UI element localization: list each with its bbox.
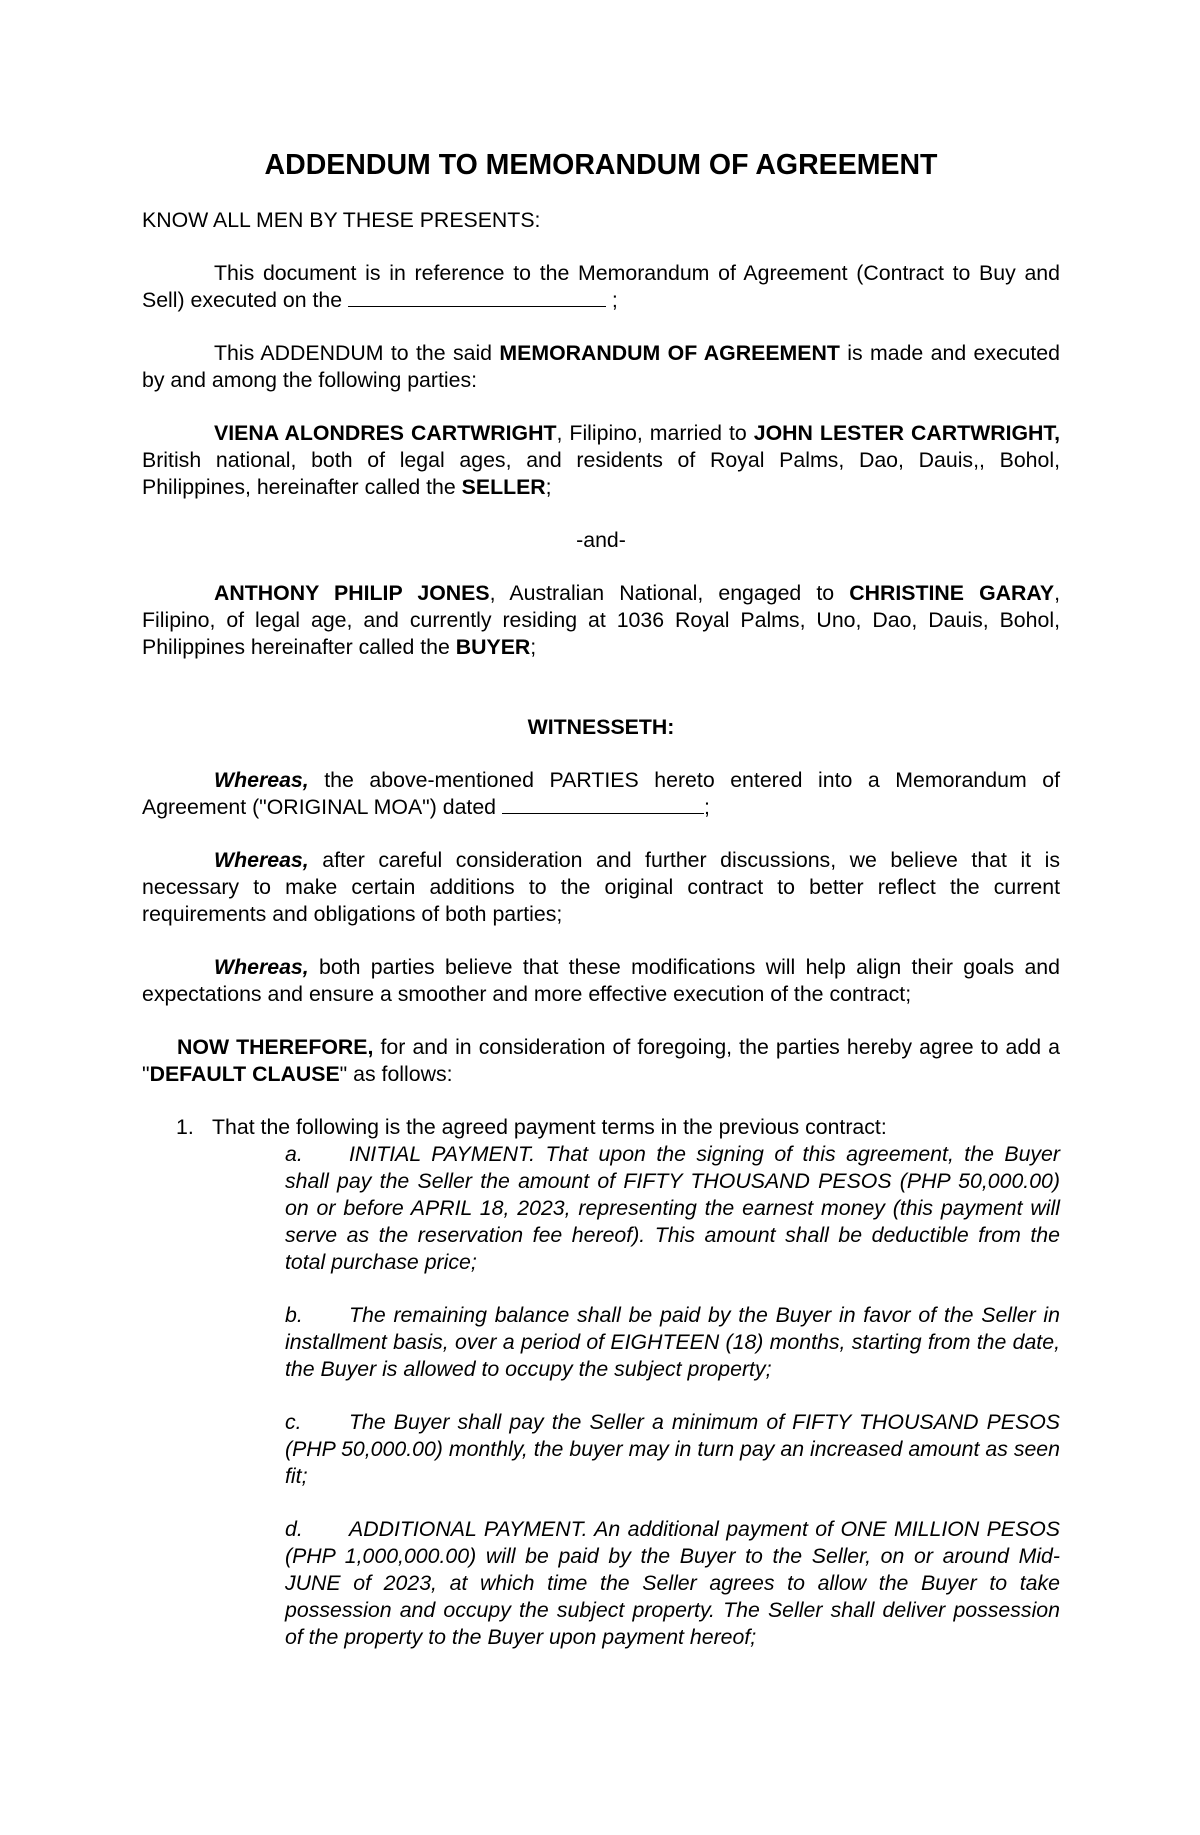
sub-item-text: The remaining balance shall be paid by the Buyer in favor of the Seller in installment basis, over a period of EIGHTEEN (18) months, starting from the date, the Buyer is allowed to occupy the subject property;	[285, 1303, 1060, 1381]
item-text: That the following is the agreed payment terms in the previous contract:	[212, 1115, 887, 1139]
reference-paragraph	[142, 260, 1060, 314]
whereas-label: Whereas,	[214, 768, 309, 792]
sub-item-text: INITIAL PAYMENT. That upon the signing of this agreement, the Buyer shall pay the Seller the amount of FIFTY THOUSAND PESOS (PHP 50,000.00) on or before APRIL 18, 2023, representing the earnest money (this payment will serve as the reservation fee hereof). This amount shall be deductible from the total purchase price;	[285, 1142, 1060, 1274]
whereas-label: Whereas,	[214, 955, 309, 979]
reference-text: This document is in reference to the Memorandum of Agreement (Contract to Buy and Sell) executed on the	[142, 261, 1060, 312]
reference-end: ;	[606, 288, 618, 312]
whereas-paragraph-2: Whereas, after careful consideration and further discussions, we believe that it is necessary to make certain additions to the original contract to better reflect the current requirements and obligations of both parties;	[142, 848, 1060, 926]
buyer-fiancee: CHRISTINE GARAY	[849, 581, 1055, 605]
whereas-paragraph-1: Whereas, the above-mentioned PARTIES hereto entered into a Memorandum of Agreement ("ORIGINAL MOA") dated ;	[142, 768, 1060, 819]
opening-line: KNOW ALL MEN BY THESE PRESENTS:	[142, 208, 541, 232]
moa-emphasis: MEMORANDUM OF AGREEMENT	[499, 341, 840, 365]
sub-item-c	[285, 1409, 1060, 1490]
buyer-paragraph: ANTHONY PHILIP JONES, Australian National, engaged to CHRISTINE GARAY, Filipino, of legal age, and currently residing at 1036 Royal Palms, Uno, Dao, Dauis, Bohol, Philippines hereinafter called the BUYER;	[142, 581, 1060, 659]
sub-item-b	[285, 1302, 1060, 1383]
sub-item-a	[285, 1141, 1060, 1276]
sub-item-letter: b.	[285, 1303, 303, 1327]
sub-item-text: ADDITIONAL PAYMENT. An additional payment of ONE MILLION PESOS (PHP 1,000,000.00) will be paid by the Buyer to the Seller, on or around Mid-JUNE of 2023, at which time the Seller agrees to allow the Buyer to take possession and occupy the subject property. The Seller shall deliver possession of the property to the Buyer upon payment hereof;	[285, 1517, 1060, 1649]
buyer-name: ANTHONY PHILIP JONES	[214, 581, 490, 605]
payment-terms-item	[142, 1114, 1060, 1141]
seller-role: SELLER	[461, 475, 546, 499]
document-title: ADDENDUM TO MEMORANDUM OF AGREEMENT	[264, 149, 938, 181]
now-therefore-label: NOW THEREFORE,	[177, 1035, 374, 1059]
sub-item-letter: a.	[285, 1142, 303, 1166]
seller-paragraph: VIENA ALONDRES CARTWRIGHT, Filipino, married to JOHN LESTER CARTWRIGHT, British national, both of legal ages, and residents of Royal Palms, Dao, Dauis,, Bohol, Philippines, hereinafter called the SELLER;	[142, 421, 1060, 499]
sub-item-letter: c.	[285, 1410, 302, 1434]
and-separator: -and-	[576, 528, 626, 552]
default-clause-label: DEFAULT CLAUSE	[149, 1062, 340, 1086]
intro-paragraph: This ADDENDUM to the said MEMORANDUM OF AGREEMENT is made and executed by and among the following parties:	[142, 341, 1060, 392]
buyer-role: BUYER	[455, 635, 531, 659]
now-therefore-paragraph: NOW THEREFORE, for and in consideration of foregoing, the parties hereby agree to add a "DEFAULT CLAUSE" as follows:	[142, 1035, 1060, 1086]
moa-date-blank	[502, 795, 704, 814]
whereas-label: Whereas,	[214, 848, 309, 872]
witnesseth-heading: WITNESSETH:	[527, 715, 675, 739]
whereas-paragraph-3: Whereas, both parties believe that these modifications will help align their goals and expectations and ensure a smoother and more effective execution of the contract;	[142, 955, 1060, 1006]
seller-spouse: JOHN LESTER CARTWRIGHT,	[753, 421, 1060, 445]
sub-item-text: The Buyer shall pay the Seller a minimum of FIFTY THOUSAND PESOS (PHP 50,000.00) monthly, the buyer may in turn pay an increased amount as seen fit;	[285, 1410, 1060, 1488]
sub-item-d	[285, 1516, 1060, 1651]
date-blank	[348, 288, 606, 307]
item-number: 1.	[176, 1115, 194, 1139]
sub-item-letter: d.	[285, 1517, 303, 1541]
seller-name: VIENA ALONDRES CARTWRIGHT	[214, 421, 557, 445]
document-body	[142, 148, 1060, 1651]
